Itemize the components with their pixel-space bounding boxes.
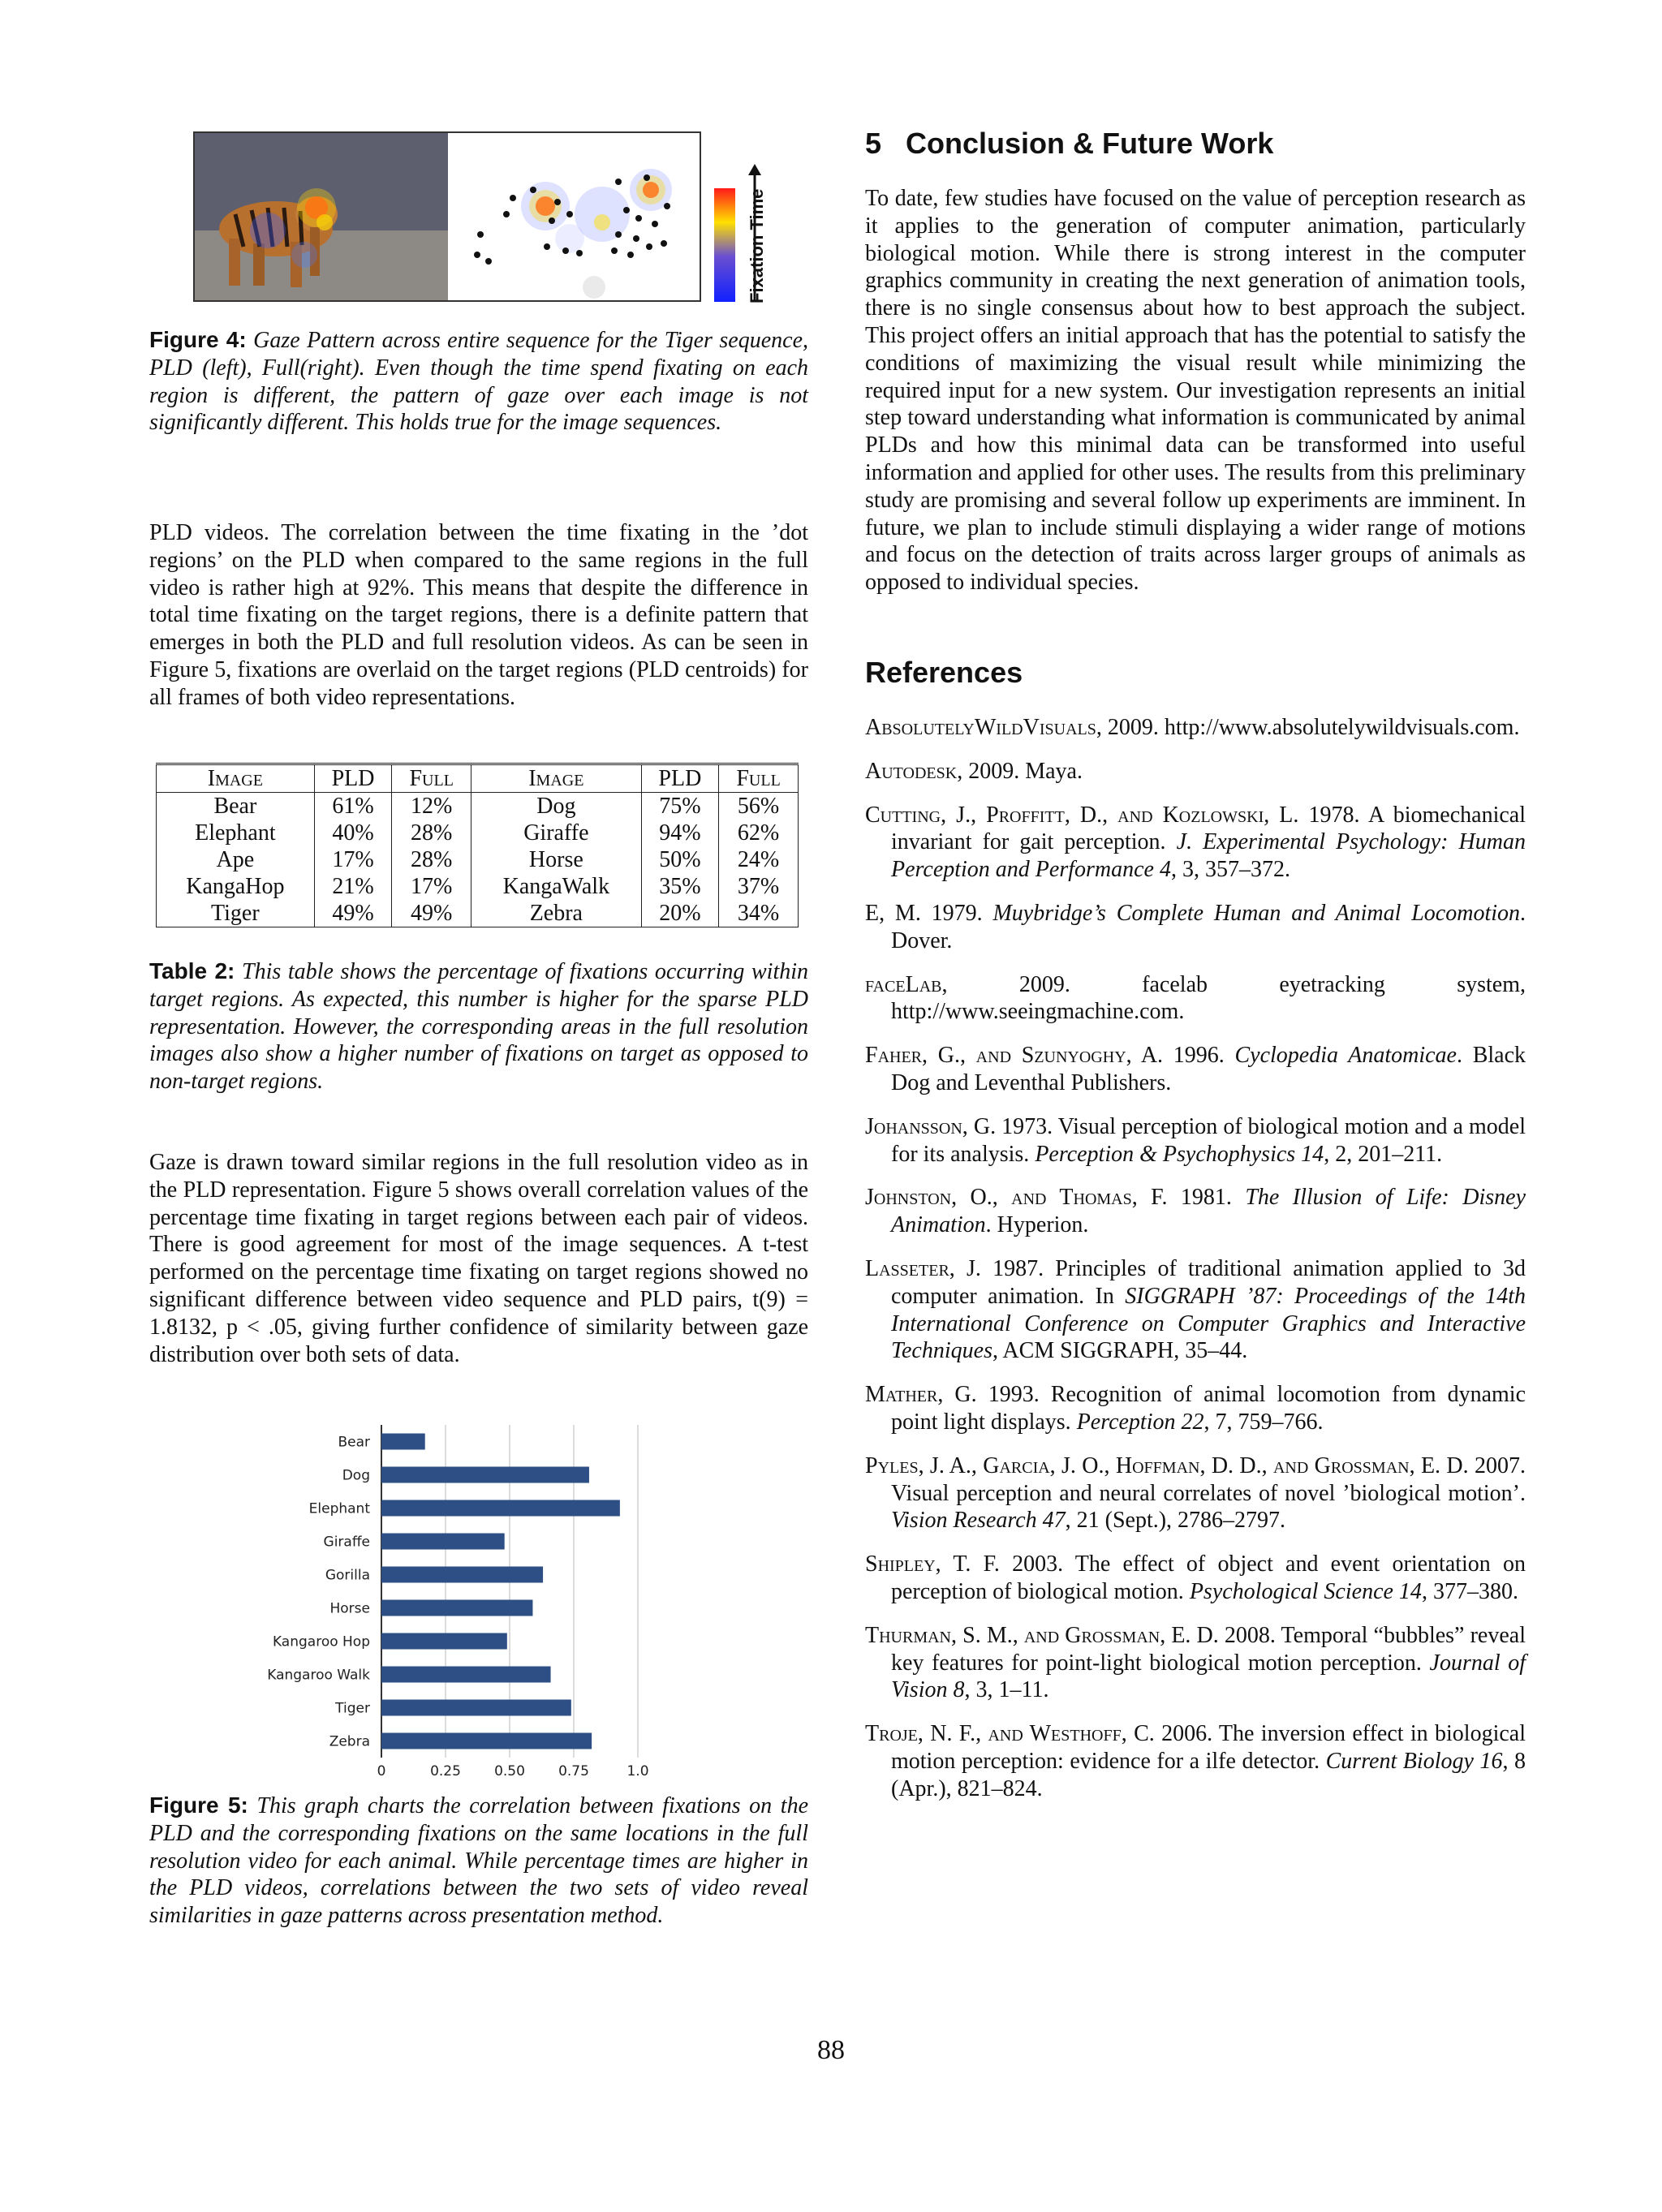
table-row: Ape 17% 28% Horse 50% 24% [157, 846, 799, 873]
reference-title: Vision Research 47 [891, 1508, 1066, 1534]
reference-title: SIGGRAPH ’87: Proceedings of the 14th International Conference on Computer Graphics and Interactive Techniques [891, 1283, 1526, 1364]
reference-authors: Shipley, T. F. [865, 1551, 1013, 1577]
bar-giraffe [381, 1534, 505, 1550]
x-tick-label: 0.75 [558, 1763, 589, 1779]
table-2-caption: Table 2: This table shows the percentage of fixations occurring within target regions. As expected, this number is higher for the sparse PLD representation. However, the corresponding areas in the full resolution images also show a higher number of fixations on target as opposed to non-target regions. [149, 958, 809, 1095]
reference-item: Cutting, J., Proffitt, D., and Kozlowski, L. 1978. A biomechanical invariant for gait perception. J. Experimental Psychology: Human Perception and Performance 4, 3, 357–372. [865, 802, 1526, 883]
chart-x-tick-labels [377, 1763, 649, 1779]
x-tick-label: 0 [377, 1763, 386, 1779]
table-row: KangaHop 21% 17% KangaWalk 35% 37% [157, 873, 799, 900]
page-number: 88 [817, 2035, 845, 2065]
figure-5-caption: Figure 5: This graph charts the correlation between fixations on the PLD and the corresponding fixations on the same locations in the full resolution video for each animal. While percentage times are higher in the PLD videos, correlations between the two sets of video reveal similarities in gaze patterns across presentation method. [149, 1792, 809, 1929]
chart-category-labels [267, 1435, 370, 1750]
figure-4-image [193, 131, 777, 302]
bar-elephant [381, 1500, 620, 1517]
x-tick-label: 0.50 [494, 1763, 525, 1779]
category-label: Tiger [335, 1700, 370, 1717]
pld-heatmap-frame [448, 131, 701, 302]
reference-authors: Johansson, G. [865, 1113, 1002, 1139]
reference-list [865, 714, 1526, 1803]
reference-authors: Lasseter, J. [865, 1255, 993, 1281]
reference-item: Shipley, T. F. 2003. The effect of object and event orientation on perception of biological motion. Psychological Science 14, 377–380. [865, 1551, 1526, 1604]
references-section [865, 656, 1526, 1819]
left-paragraph-1: PLD videos. The correlation between the time fixating in the ’dot regions’ on the PLD when compared to the same regions in the full video is rather high at 92%. This means that despite the difference in total time fixating on the target regions, there is a definite pattern that emerges in both the PLD and full resolution videos. As can be seen in Figure 5, fixations are overlaid on the target regions (PLD centroids) for all frames of both video representations. [149, 520, 808, 710]
figure-5-bar-chart [243, 1420, 665, 1785]
reference-authors: faceLab, [865, 971, 1019, 997]
category-label: Kangaroo Hop [272, 1633, 370, 1650]
table-row: Bear 61% 12% Dog 75% 56% [157, 793, 799, 820]
reference-item: Johnston, O., and Thomas, F. 1981. The Illusion of Life: Disney Animation. Hyperion. [865, 1185, 1526, 1238]
bar-kangaroo-walk [381, 1667, 551, 1683]
paragraph-text: Gaze is drawn toward similar regions in the full resolution video as in the PLD representation. Figure 5 shows overall correlation values of the percentage time fixating in target regions between each pair of videos. There is good agreement for most of the image sequences. A t-test performed on the percentage time fixating on target regions showed no significant difference between video sequence and PLD pairs, t(9) = 1.8132, p < .05, giving further confidence of similarity between gaze distribution over both sets of data. [149, 1150, 808, 1367]
reference-authors: E, M. [865, 900, 932, 926]
reference-authors: Faher, G., and Szunyoghy, A. [865, 1043, 1173, 1069]
bar-gorilla [381, 1567, 543, 1583]
category-label: Giraffe [323, 1534, 370, 1551]
reference-item: E, M. 1979. Muybridge’s Complete Human and Animal Locomotion. Dover. [865, 900, 1526, 953]
reference-item: Johansson, G. 1973. Visual perception of biological motion and a model for its analysis. Perception & Psychophysics 14, 2, 201–211. [865, 1113, 1526, 1167]
category-label: Horse [329, 1600, 370, 1617]
reference-item: Thurman, S. M., and Grossman, E. D. 2008. Temporal “bubbles” reveal key features for point-light biological motion perception. Journal of Vision 8, 3, 1–11. [865, 1622, 1526, 1703]
reference-authors: Pyles, J. A., Garcia, J. O., Hoffman, D. D., and Grossman, E. D. [865, 1452, 1475, 1478]
table-2 [156, 763, 799, 927]
reference-title: Cyclopedia Anatomicae [1234, 1043, 1457, 1069]
left-paragraph-2 [149, 1149, 808, 1368]
reference-item: Faher, G., and Szunyoghy, A. 1996. Cyclopedia Anatomicae. Black Dog and Leventhal Publishers. [865, 1043, 1526, 1095]
reference-authors: Thurman, S. M., and Grossman, E. D. [865, 1622, 1225, 1648]
table-row: Tiger 49% 49% Zebra 20% 34% [157, 900, 799, 927]
reference-title: Journal of Vision 8 [891, 1650, 1526, 1703]
reference-authors: Johnston, O., and Thomas, F. [865, 1185, 1181, 1211]
table-row: Elephant 40% 28% Giraffe 94% 62% [157, 820, 799, 846]
reference-authors: AbsolutelyWildVisuals, [865, 715, 1108, 740]
category-label: Dog [342, 1467, 370, 1484]
reference-item: AbsolutelyWildVisuals, 2009. http://www.absolutelywildvisuals.com. [865, 715, 1520, 740]
x-tick-label: 1.0 [626, 1763, 649, 1779]
category-label: Kangaroo Walk [267, 1667, 370, 1684]
reference-title: Perception 22 [1076, 1409, 1204, 1435]
category-label: Elephant [308, 1500, 370, 1517]
section-5 [865, 127, 1526, 596]
section-5-text: To date, few studies have focused on the value of perception research as it applies to the generation of computer animation, particularly biological motion. While there is strong interest in the computer graphics community in creating the next generation of animation tools, there is no single consensus about how to best approach the subject. This project offers an initial approach that has the potential to satisfy the conditions of maximizing the visual result while minimizing the required input for a new system. Our investigation represents an initial step toward understanding what information is communicated by animal PLDs and how this minimal data can be transformed into useful information and applied for other uses. The results from this preliminary study are promising and several follow up experiments are imminent. In future, we plan to include stimuli displaying a wider range of motions and focus on the detection of traits across larger groups of animals as opposed to individual species. [865, 186, 1526, 596]
category-label: Zebra [329, 1733, 370, 1750]
fixation-time-scale [711, 164, 776, 302]
reference-title: Perception & Psychophysics 14 [1035, 1141, 1324, 1167]
reference-item: Autodesk, 2009. Maya. [865, 758, 1083, 784]
bar-tiger [381, 1700, 571, 1716]
category-label: Gorilla [325, 1567, 370, 1584]
references-heading: References [865, 656, 1023, 689]
fixation-time-label: Fixation Time [747, 188, 767, 303]
figure-4-caption: Figure 4: Gaze Pattern across entire sequence for the Tiger sequence, PLD (left), Full(right). Even though the time spend fixating on each region is different, the pattern of gaze over each image is not significantly different. This holds true for the image sequences. [149, 327, 809, 436]
reference-authors: Mather, G. [865, 1382, 988, 1408]
reference-authors: Autodesk, [865, 758, 969, 784]
bar-horse [381, 1600, 532, 1616]
reference-title: Muybridge’s Complete Human and Animal Locomotion [992, 900, 1520, 926]
bar-zebra [381, 1733, 592, 1749]
chart-bars [381, 1434, 620, 1749]
category-label: Bear [338, 1434, 370, 1451]
bar-kangaroo-hop [381, 1633, 507, 1650]
x-tick-label: 0.25 [430, 1763, 461, 1779]
reference-title: Current Biology 16 [1325, 1748, 1503, 1774]
reference-authors: Cutting, J., Proffitt, D., and Kozlowski, L. [865, 802, 1309, 828]
reference-item: Troje, N. F., and Westhoff, C. 2006. The inversion effect in biological motion perception: evidence for a ilfe detector. Current Biology 16, 8 (Apr.), 821–824. [865, 1721, 1526, 1801]
reference-item: Lasseter, J. 1987. Principles of traditional animation applied to 3d computer animation. In SIGGRAPH ’87: Proceedings of the 14th International Conference on Computer Graphics and Interactive Techniques, ACM SIGGRAPH, 35–44. [865, 1255, 1526, 1364]
reference-item: Pyles, J. A., Garcia, J. O., Hoffman, D. D., and Grossman, E. D. 2007. Visual perception and neural correlates of novel ’biological motion’. Vision Research 47, 21 (Sept.), 2786–2797. [865, 1452, 1526, 1534]
section-heading: 5 Conclusion & Future Work [865, 127, 1274, 160]
bar-dog [381, 1467, 589, 1483]
tiger-video-frame [193, 131, 451, 302]
reference-authors: Troje, N. F., and Westhoff, C. [865, 1721, 1162, 1747]
table-header-row: Image PLD Full Image PLD Full [157, 764, 799, 793]
reference-item: faceLab, 2009. facelab eyetracking system, http://www.seeingmachine.com. [865, 971, 1526, 1025]
reference-title: Psychological Science 14 [1189, 1578, 1422, 1604]
reference-item: Mather, G. 1993. Recognition of animal locomotion from dynamic point light displays. Perception 22, 7, 759–766. [865, 1382, 1526, 1435]
bar-bear [381, 1434, 425, 1450]
reference-title: J. Experimental Psychology: Human Perception and Performance 4 [891, 829, 1526, 883]
reference-title: The Illusion of Life: Disney Animation [891, 1185, 1526, 1238]
